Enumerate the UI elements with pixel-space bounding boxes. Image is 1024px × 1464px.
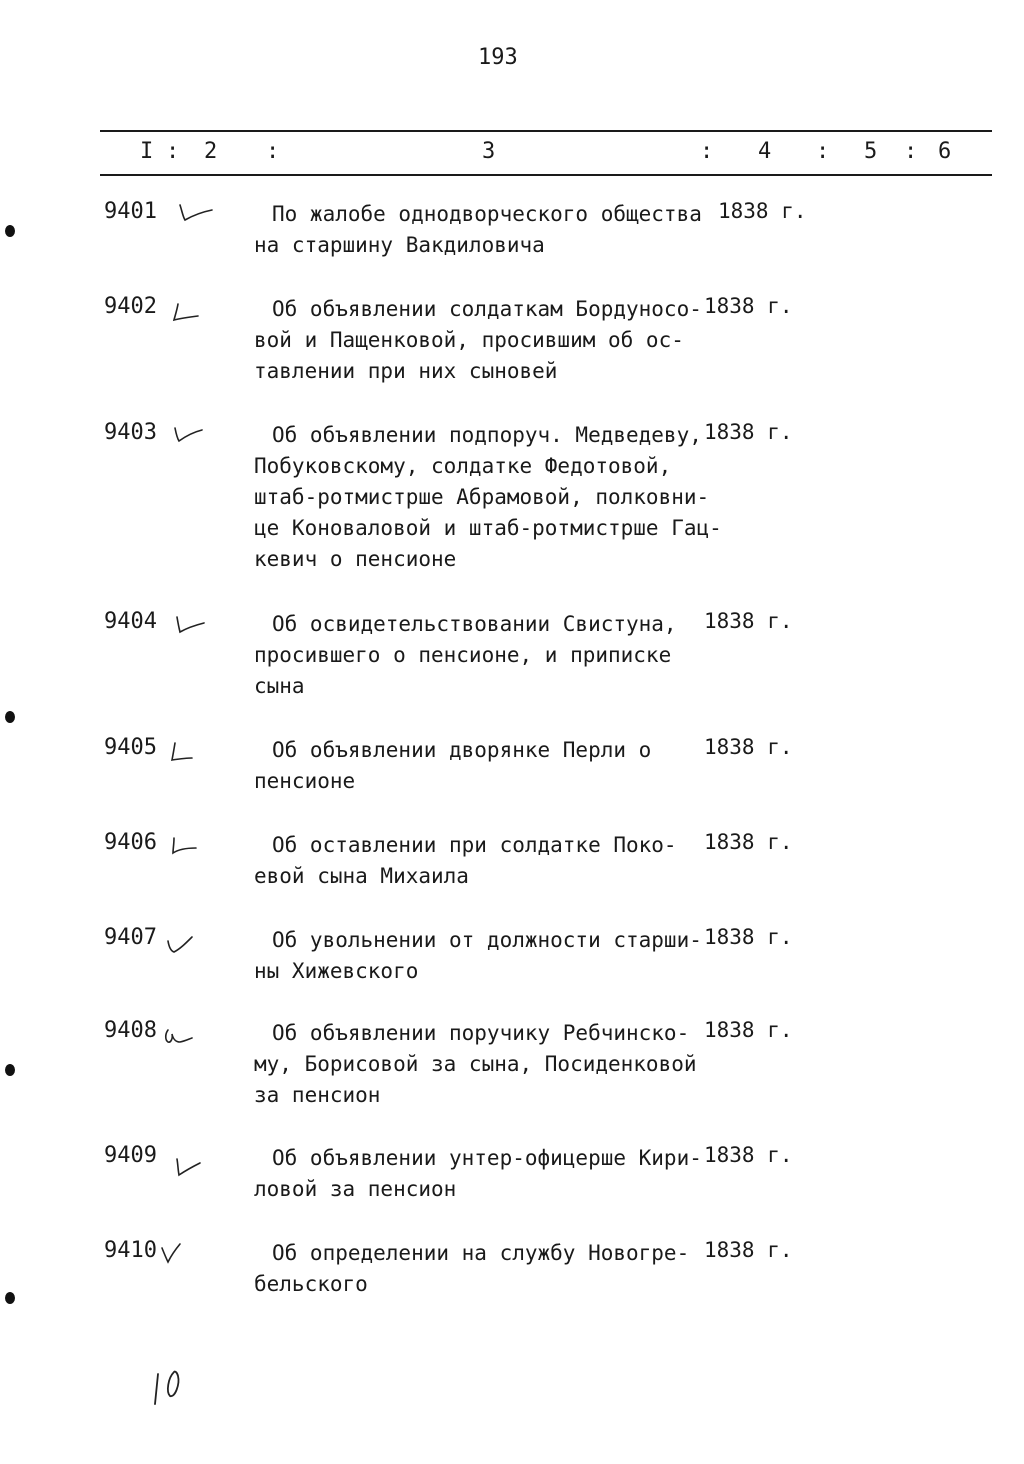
column-header-6: 6 <box>938 139 952 164</box>
entry-number: 9401 <box>104 199 157 224</box>
entry-year: 1838 г. <box>704 294 793 318</box>
entry-description <box>254 1018 714 1111</box>
handwritten-ten-mark <box>148 1362 196 1410</box>
entry-line: Об объявлении дворянке Перли о <box>272 738 652 762</box>
entry-line: бельского <box>254 1272 368 1296</box>
column-header-sep-5: : <box>904 139 918 164</box>
punch-hole-icon <box>5 1292 15 1304</box>
entry-year: 1838 г. <box>704 420 793 444</box>
entry-description <box>254 420 722 575</box>
entry-description <box>254 925 714 987</box>
entry-line: Об освидетельствовании Свистуна, <box>272 612 677 636</box>
check-mark-icon <box>162 927 202 957</box>
column-header-sep-1: : <box>166 139 180 164</box>
entry-description <box>254 199 714 261</box>
entry-description <box>254 735 714 797</box>
entry-number: 9406 <box>104 830 157 855</box>
entry-year: 1838 г. <box>704 925 793 949</box>
punch-hole-icon <box>5 1064 15 1076</box>
entry-line: Об объявлении унтер-офицерше Кири- <box>272 1146 702 1170</box>
entry-year: 1838 г. <box>704 1238 793 1262</box>
entry-line: Об объявлении солдаткам Бордуносо- <box>272 297 702 321</box>
entry-line: на старшину Вакдиловича <box>254 233 545 257</box>
entry-number: 9405 <box>104 735 157 760</box>
entry-line: кевич о пенсионе <box>254 547 457 571</box>
check-mark-icon <box>160 1020 200 1050</box>
column-header-1: I <box>140 139 154 164</box>
check-mark-icon <box>170 422 210 446</box>
entry-line: за пенсион <box>254 1083 381 1107</box>
entry-description <box>254 294 714 387</box>
entry-description <box>254 1238 714 1300</box>
column-header-5: 5 <box>864 139 878 164</box>
header-top-rule <box>100 130 992 132</box>
entry-line: ны Хижевского <box>254 959 419 983</box>
entry-line: це Коноваловой и штаб-ротмистрше Гац- <box>254 516 722 540</box>
entry-year: 1838 г. <box>704 1143 793 1167</box>
entry-line: Об оставлении при солдатке Поко- <box>272 833 677 857</box>
check-mark-icon <box>158 1240 186 1266</box>
column-header-sep-3: : <box>700 139 714 164</box>
entry-line: вой и Пащенковой, просившим об ос- <box>254 328 684 352</box>
check-mark-icon <box>168 737 204 765</box>
entry-number: 9404 <box>104 609 157 634</box>
check-mark-icon <box>172 611 212 637</box>
entry-year: 1838 г. <box>704 830 793 854</box>
entry-line: По жалобе однодворческого общества <box>272 202 702 226</box>
column-header-4: 4 <box>758 139 772 164</box>
entry-year: 1838 г. <box>704 735 793 759</box>
entry-number: 9402 <box>104 294 157 319</box>
entry-number: 9410 <box>104 1238 157 1263</box>
entry-description <box>254 609 714 702</box>
column-header-2: 2 <box>204 139 218 164</box>
check-mark-icon <box>172 1145 208 1181</box>
entry-description <box>254 1143 714 1205</box>
entry-line: евой сына Михаила <box>254 864 469 888</box>
punch-hole-icon <box>5 225 15 237</box>
punch-hole-icon <box>5 711 15 723</box>
entry-line: Побуковскому, солдатке Федотовой, <box>254 454 672 478</box>
entry-line: му, Борисовой за сына, Посиденковой <box>254 1052 697 1076</box>
entry-number: 9403 <box>104 420 157 445</box>
column-header-3: 3 <box>482 139 496 164</box>
check-mark-icon <box>170 296 210 326</box>
entry-year: 1838 г. <box>704 609 793 633</box>
page-number: 193 <box>478 45 518 70</box>
column-header-sep-4: : <box>816 139 830 164</box>
entry-line: Об объявлении подпоруч. Медведеву, <box>272 423 702 447</box>
entry-line: ловой за пенсион <box>254 1177 457 1201</box>
entry-line: сына <box>254 674 305 698</box>
entry-number: 9409 <box>104 1143 157 1168</box>
header-bottom-rule <box>100 174 992 176</box>
entry-number: 9408 <box>104 1018 157 1043</box>
entry-line: пенсионе <box>254 769 356 793</box>
entry-line: Об увольнении от должности старши- <box>272 928 702 952</box>
entry-number: 9407 <box>104 925 157 950</box>
entry-description <box>254 830 714 892</box>
column-header-sep-2: : <box>266 139 280 164</box>
entry-line: просившего о пенсионе, и приписке <box>254 643 672 667</box>
check-mark-icon <box>168 832 204 860</box>
entry-line: Об объявлении поручику Ребчинско- <box>272 1021 690 1045</box>
entry-line: штаб-ротмистрше Абрамовой, полковни- <box>254 485 710 509</box>
entry-year: 1838 г. <box>704 1018 793 1042</box>
entry-line: Об определении на службу Новогре- <box>272 1241 690 1265</box>
entry-year: 1838 г. <box>718 199 807 223</box>
check-mark-icon <box>176 201 216 225</box>
entry-line: тавлении при них сыновей <box>254 359 558 383</box>
